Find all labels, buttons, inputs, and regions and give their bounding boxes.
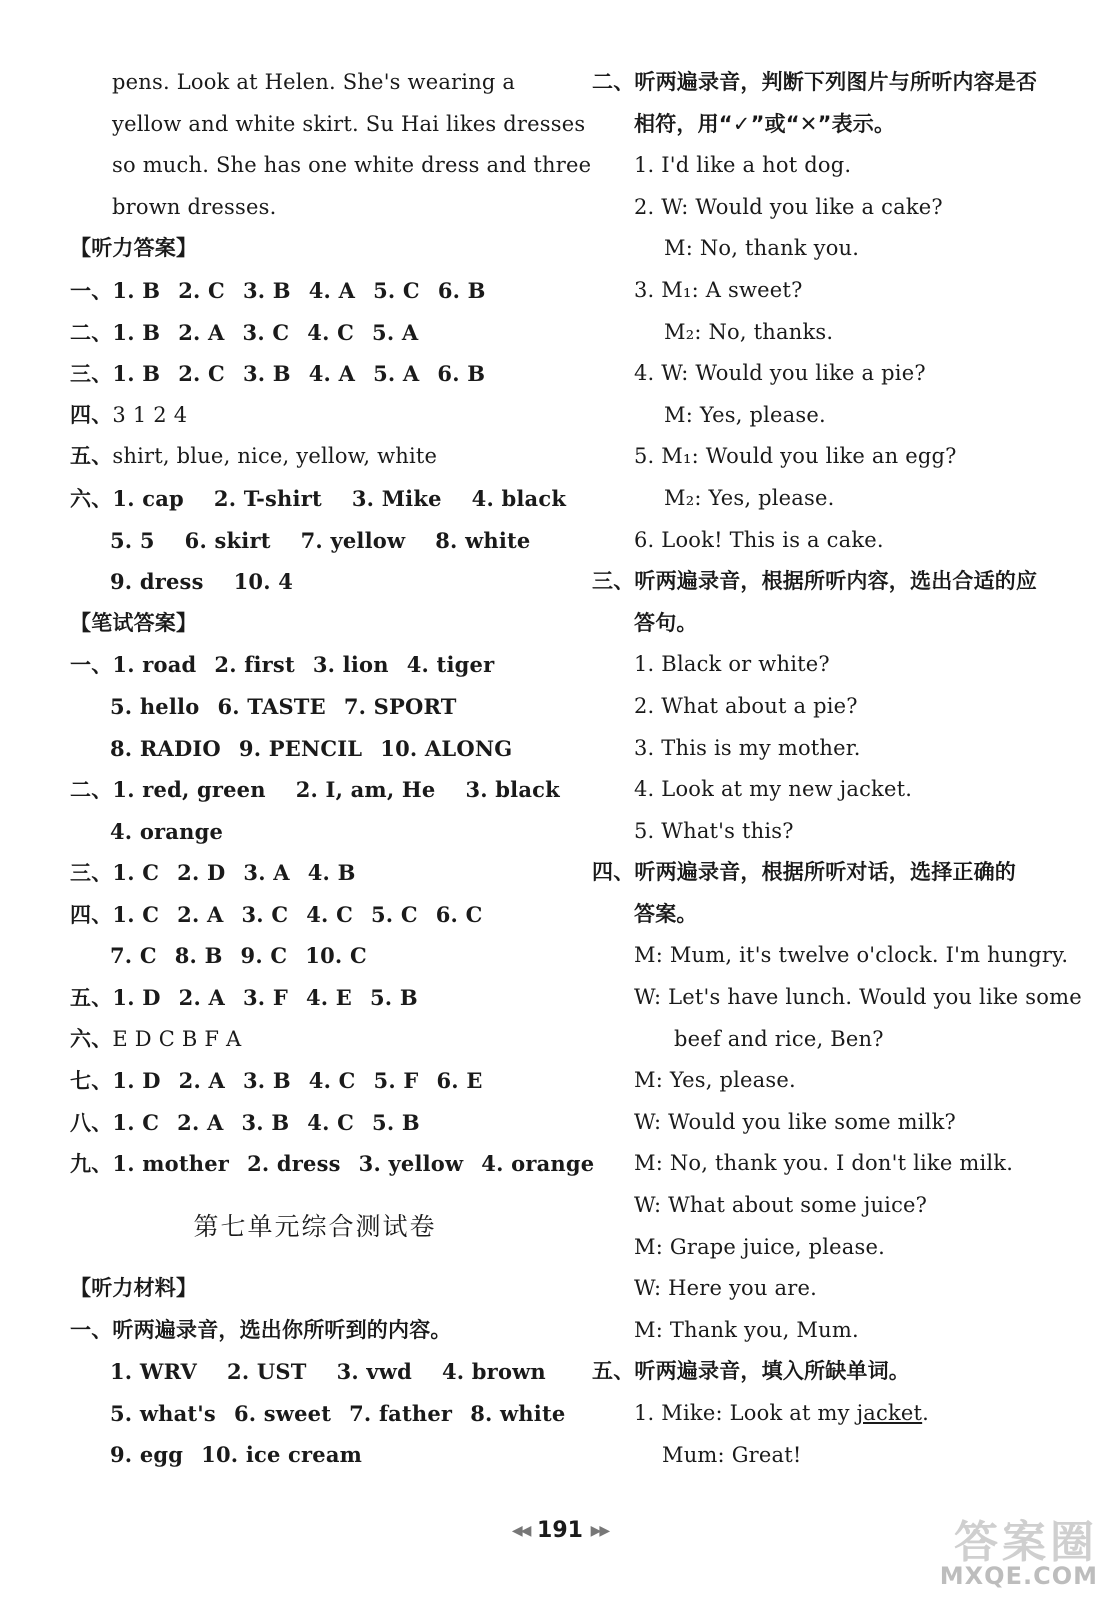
answer-row: 一、1. B 2. C 3. B 4. A 5. C 6. B (70, 277, 486, 303)
answer-row: 四、1. C 2. A 3. C 4. C 5. C 6. C (70, 901, 483, 927)
answer-row: 三、1. B 2. C 3. B 4. A 5. A 6. B (70, 361, 486, 387)
answer-row: 五、shirt, blue, nice, yellow, white (70, 444, 438, 469)
answer-row: 八、1. C 2. A 3. B 4. C 5. B (70, 1109, 420, 1135)
script-line: 5. M₁: Would you like an egg? (634, 444, 957, 469)
right-column (592, 62, 1082, 1476)
passage-line: pens. Look at Helen. She's wearing a (112, 70, 516, 94)
dialogue-line: W: Here you are. (634, 1276, 817, 1301)
dialogue-line: M: Grape juice, please. (634, 1234, 886, 1259)
written-answers-header: 【笔试答案】 (70, 610, 198, 635)
script-line: Mum: Great! (662, 1442, 802, 1467)
answer-row-cont: 1. WRV 2. UST 3. vwd 4. brown (110, 1359, 546, 1385)
section-heading-cont: 相符，用“✓”或“✕”表示。 (634, 111, 896, 136)
dialogue-line: M: Thank you, Mum. (634, 1317, 859, 1342)
answer-row-cont: 4. orange (110, 818, 224, 844)
script-line: M₂: No, thanks. (664, 319, 834, 344)
dialogue-line: W: Would you like some milk? (634, 1109, 957, 1134)
listening-material-header: 【听力材料】 (70, 1276, 198, 1301)
section-heading: 五、听两遍录音，填入所缺单词。 (592, 1359, 910, 1384)
prev-arrows-icon: ◀◀ (511, 1523, 530, 1539)
dialogue-line: beef and rice, Ben? (674, 1026, 884, 1051)
dialogue-line: W: Let's have lunch. Would you like some (634, 985, 1082, 1010)
section-heading: 一、听两遍录音，选出你所听到的内容。 (70, 1317, 452, 1342)
dialogue-line: M: Yes, please. (634, 1068, 796, 1093)
script-line: 4. Look at my new jacket. (634, 777, 913, 802)
watermark-url: MXQE.COM (939, 1562, 1098, 1590)
answer-row-cont: 9. dress 10. 4 (110, 569, 294, 595)
answer-row-cont: 9. egg 10. ice cream (110, 1442, 363, 1468)
script-line: 4. W: Would you like a pie? (634, 361, 926, 386)
script-line: M: Yes, please. (664, 402, 826, 427)
answer-row: 三、1. C 2. D 3. A 4. B (70, 860, 356, 886)
section-heading: 二、听两遍录音，判断下列图片与所听内容是否 (592, 70, 1038, 94)
filled-blank: jacket (856, 1401, 923, 1425)
dialogue-line: M: Mum, it's twelve o'clock. I'm hungry. (634, 943, 1069, 968)
script-line: 1. Mike: Look at my jacket. (634, 1401, 930, 1425)
page-number: 191 (537, 1518, 583, 1543)
script-line: M: No, thank you. (664, 236, 860, 261)
listening-answers-header: 【听力答案】 (70, 236, 198, 261)
next-arrows-icon: ▶▶ (590, 1523, 609, 1539)
script-line: 5. What's this? (634, 818, 794, 843)
section-heading-cont: 答句。 (634, 610, 698, 635)
passage-line: so much. She has one white dress and three (112, 153, 592, 178)
watermark-text: 答案圈 (954, 1517, 1098, 1568)
script-line: 2. What about a pie? (634, 693, 858, 718)
answer-row: 四、3 1 2 4 (70, 402, 188, 427)
dialogue-line: W: What about some juice? (634, 1193, 928, 1218)
passage-line: brown dresses. (112, 194, 277, 219)
answer-row: 六、1. cap 2. T-shirt 3. Mike 4. black (70, 485, 567, 511)
answer-row: 二、1. red, green 2. I, am, He 3. black (70, 777, 560, 803)
dialogue-line: M: No, thank you. I don't like milk. (634, 1151, 1014, 1176)
section-heading: 四、听两遍录音，根据所听对话，选择正确的 (592, 860, 1016, 885)
answer-row-cont: 8. RADIO 9. PENCIL 10. ALONG (110, 735, 513, 761)
answer-row-cont: 5. what's 6. sweet 7. father 8. white (110, 1400, 566, 1426)
watermark-logo (930, 1506, 1098, 1590)
answer-row: 九、1. mother 2. dress 3. yellow 4. orange (70, 1151, 595, 1177)
script-line: M₂: Yes, please. (664, 485, 835, 510)
answer-row-cont: 5. hello 6. TASTE 7. SPORT (110, 693, 457, 719)
answer-row-cont: 5. 5 6. skirt 7. yellow 8. white (110, 527, 531, 553)
script-line: 3. This is my mother. (634, 735, 861, 760)
answer-row: 六、E D C B F A (70, 1026, 242, 1051)
passage-line: yellow and white skirt. Su Hai likes dresses (112, 111, 586, 136)
answer-row: 二、1. B 2. A 3. C 4. C 5. A (70, 319, 419, 345)
script-line: 2. W: Would you like a cake? (634, 194, 943, 219)
answer-row: 一、1. road 2. first 3. lion 4. tiger (70, 652, 495, 678)
script-line: 6. Look! This is a cake. (634, 527, 884, 552)
answer-row-cont: 7. C 8. B 9. C 10. C (110, 943, 367, 969)
section-heading-cont: 答案。 (634, 901, 698, 926)
script-line: 3. M₁: A sweet? (634, 277, 803, 302)
section-heading: 三、听两遍录音，根据所听内容，选出合适的应 (592, 569, 1038, 594)
answer-row: 七、1. D 2. A 3. B 4. C 5. F 6. E (70, 1068, 483, 1094)
unit-title: 第七单元综合测试卷 (193, 1212, 437, 1242)
script-line: 1. I'd like a hot dog. (634, 153, 852, 178)
answer-row: 五、1. D 2. A 3. F 4. E 5. B (70, 985, 418, 1011)
left-column (70, 62, 595, 1476)
script-line: 1. Black or white? (634, 652, 830, 677)
